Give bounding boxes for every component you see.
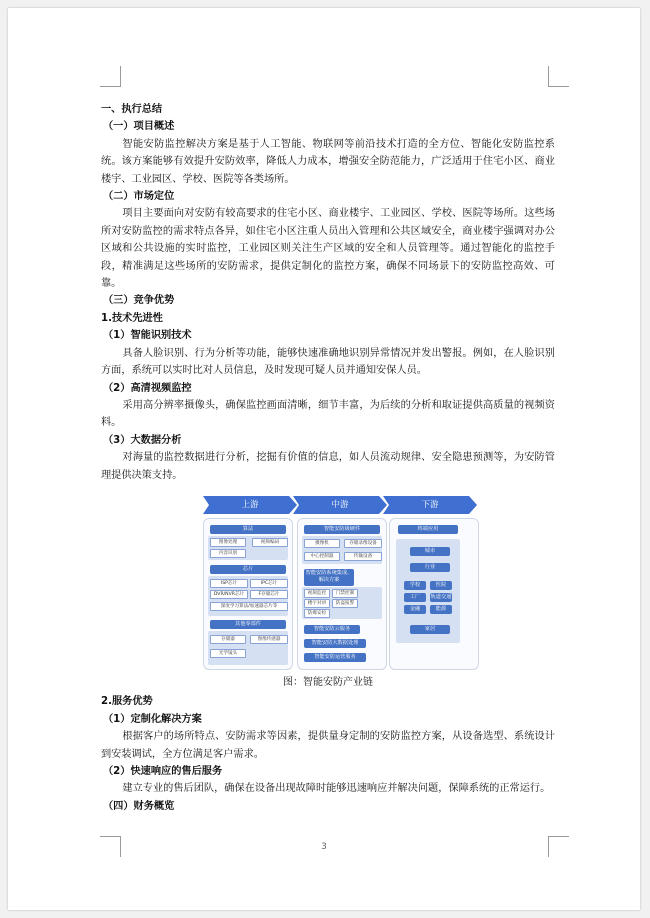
algorithm-block: 算法 xyxy=(210,525,286,534)
chip-item: IPC芯片 xyxy=(250,579,288,588)
page-content xyxy=(101,101,555,815)
subsection-heading: （二）市场定位 xyxy=(103,191,175,203)
algo-item: 图像处理 xyxy=(210,538,246,547)
integration-item: 防爆安检 xyxy=(304,609,330,618)
service-block: 智能安防运营服务 xyxy=(304,653,366,662)
paragraph: 具备人脸识别、行为分析等功能，能够快速准确地识别异常情况并发出警报。例如，在人脸识别方面，系统可以实时比对人员信息，及时发现可疑人员并通知安保人员。 xyxy=(101,347,555,377)
other-item: 光学镜头 xyxy=(210,649,246,658)
item-heading: （1）智能识别技术 xyxy=(103,330,192,342)
midstream-column xyxy=(297,518,387,670)
app-item: 城市 xyxy=(410,547,450,556)
paragraph: 智能安防监控解决方案是基于人工智能、物联网等前沿技术打造的全方位、智能化安防监控系统。该方案能够有效提升安防效率，降低人力成本，增强安全防范能力，广泛适用于住宅小区、商业楼宇、工业园区、学校、医院等各类场所。 xyxy=(101,138,555,185)
chip-item: F存储芯片 xyxy=(250,590,288,599)
app-item: 工厂 xyxy=(404,593,426,602)
app-item: 家居 xyxy=(410,625,450,634)
upstream-column xyxy=(203,518,293,670)
app-item: 能源 xyxy=(430,605,452,614)
integration-item: 门禁控制 xyxy=(332,589,358,598)
paragraph: 项目主要面向对安防有较高要求的住宅小区、商业楼宇、工业园区、学校、医院等场所。这些场所对安防监控的需求特点各异，如住宅小区注重人员出入管理和公共区域安全，商业楼宇强调对办公区域和公共设施的实时监控，工业园区则关注生产区域的安全和人员管理等。通过智能化的监控手段，精准满足这些场所的安防需求，提供定制化的监控方案，确保不同场景下的安防监控高效、可靠。 xyxy=(101,208,555,290)
hardware-item: 传输设备 xyxy=(344,552,382,561)
app-item: 学校 xyxy=(404,581,426,590)
chip-item: DVR/NVR芯片 xyxy=(210,590,248,599)
integration-item: 视频监控 xyxy=(304,589,330,598)
document-page xyxy=(8,8,640,910)
chip-item: ISP芯片 xyxy=(210,579,248,588)
integration-block: 智能安防系统集成、解决方案 xyxy=(304,569,354,586)
midstream-label: 中游 xyxy=(331,499,349,510)
hardware-item: 摄像机 xyxy=(304,539,340,548)
midstream-header xyxy=(293,496,387,514)
integration-item: 防盗报警 xyxy=(332,599,358,608)
downstream-label: 下游 xyxy=(421,499,439,510)
upstream-header xyxy=(203,496,297,514)
subsection-heading: （三）竞争优势 xyxy=(103,295,175,307)
algo-item: 视频编码 xyxy=(252,538,288,547)
other-item: 图像传感器 xyxy=(250,635,288,644)
app-item: 轨道交通 xyxy=(430,593,452,600)
figure-caption: 图：智能安防产业链 xyxy=(283,676,373,688)
downstream-header xyxy=(383,496,477,514)
downstream-column xyxy=(389,518,479,670)
other-item: 存储器 xyxy=(210,635,246,644)
sub-heading: 2.服务优势 xyxy=(101,696,153,708)
app-item: 医院 xyxy=(430,581,452,590)
paragraph: 采用高分辨率摄像头，确保监控画面清晰，细节丰富，为后续的分析和取证提供高质量的视频资料。 xyxy=(101,399,555,429)
section-heading: 一、执行总结 xyxy=(101,104,163,115)
service-block: 智能安防云服务 xyxy=(304,625,360,634)
terminal-apps-block: 终端应用 xyxy=(398,525,458,534)
other-parts-block: 其他零部件 xyxy=(210,620,286,629)
app-item: 行业 xyxy=(410,563,450,572)
service-block: 智能安防大数据处理 xyxy=(304,639,366,648)
app-item: 金融 xyxy=(404,605,426,614)
crop-mark-top-right xyxy=(548,66,569,87)
algo-item: 内容识别 xyxy=(210,549,246,558)
subsection-heading: （一）项目概述 xyxy=(103,121,175,133)
item-heading: （1）定制化解决方案 xyxy=(103,713,202,725)
hardware-item: 中心控制器 xyxy=(304,552,340,561)
item-heading: （2）高清视频监控 xyxy=(103,382,192,394)
hardware-item: 存储录像设备 xyxy=(344,539,382,548)
paragraph: 建立专业的售后团队，确保在设备出现故障时能够迅速响应并解决问题，保障系统的正常运行。 xyxy=(122,783,551,795)
subsection-heading: （四）财务概览 xyxy=(103,800,175,812)
paragraph: 对海量的监控数据进行分析，挖掘有价值的信息，如人员流动规律、安全隐患预测等，为安防管理提供决策支持。 xyxy=(101,452,555,481)
chip-block: 芯片 xyxy=(210,565,286,574)
sub-heading: 1.技术先进性 xyxy=(101,312,163,324)
paragraph: 根据客户的场所特点、安防需求等因素，提供量身定制的安防监控方案，从设备选型、系统设计到安装调试，全方位满足客户需求。 xyxy=(101,731,555,760)
industry-chain-figure xyxy=(203,496,479,670)
hardware-block: 智能安防级硬件 xyxy=(304,525,380,534)
page-number: 3 xyxy=(321,842,327,852)
item-heading: （2）快速响应的售后服务 xyxy=(103,765,223,777)
item-heading: （3）大数据分析 xyxy=(103,434,182,446)
chip-item: 深度学习算法/加速器芯片等 xyxy=(210,602,288,611)
integration-item: 楼宇对讲 xyxy=(304,599,330,608)
upstream-label: 上游 xyxy=(241,499,259,510)
crop-mark-top-left xyxy=(100,66,121,87)
